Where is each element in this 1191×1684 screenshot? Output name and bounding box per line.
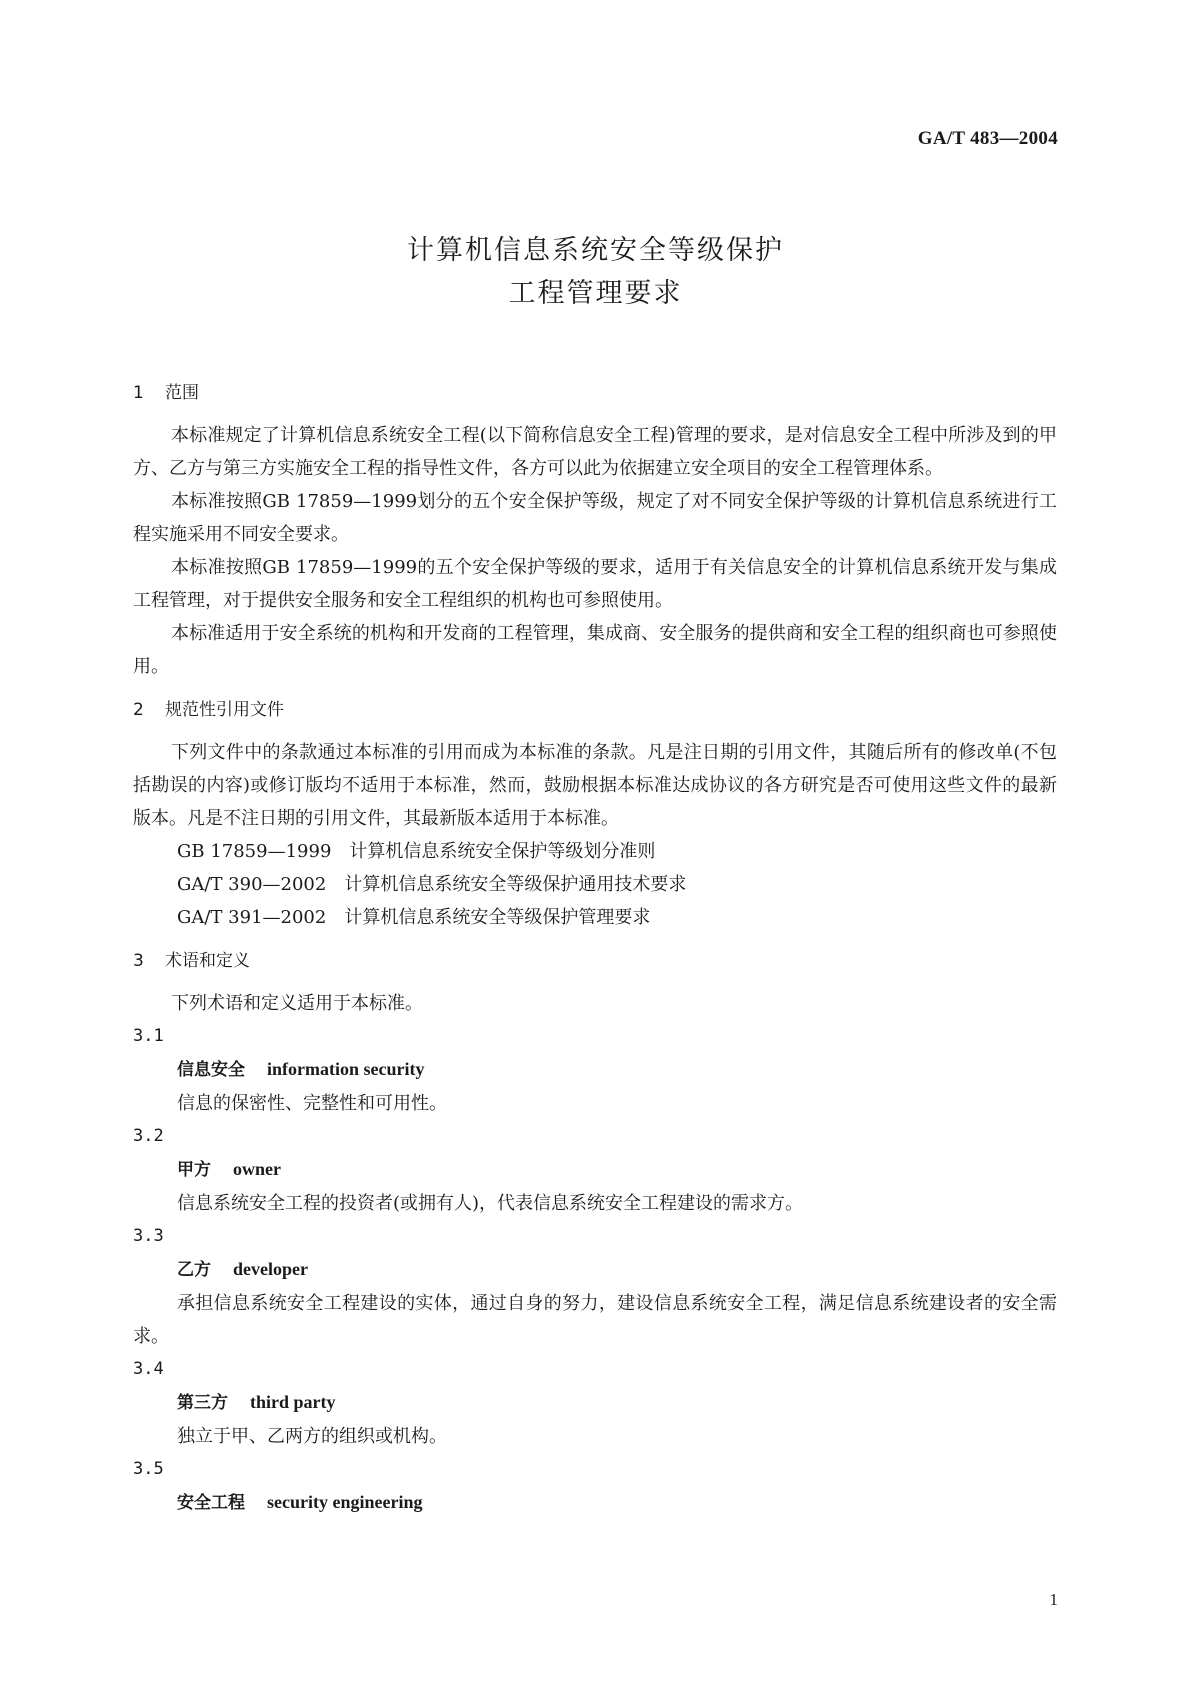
term-number: 3.5	[133, 1459, 164, 1479]
term-en: third party	[250, 1392, 336, 1412]
term-en: information security	[267, 1059, 425, 1079]
section-heading-terms-definitions	[133, 945, 1057, 978]
term-name	[133, 1053, 1057, 1087]
paragraph: 本标准按照GB 17859—1999的五个安全保护等级的要求，适用于有关信息安全的计算机信息系统开发与集成工程管理，对于提供安全服务和安全工程组织的机构也可参照使用。	[133, 557, 1057, 611]
term-definition: 信息系统安全工程的投资者(或拥有人)，代表信息系统安全工程建设的需求方。	[177, 1193, 804, 1214]
term-en: security engineering	[267, 1492, 423, 1512]
term-zh: 乙方	[177, 1260, 211, 1280]
term-en: owner	[233, 1159, 281, 1179]
reference-code: GA/T 391—2002	[177, 907, 327, 928]
term-zh: 甲方	[177, 1160, 211, 1180]
reference-item	[133, 868, 1057, 901]
term-name	[133, 1386, 1057, 1420]
term-en: developer	[233, 1259, 308, 1279]
section-number: 1	[133, 383, 144, 403]
title-line-2: 工程管理要求	[508, 278, 683, 309]
section-heading-scope	[133, 377, 1057, 410]
section-title: 术语和定义	[165, 951, 250, 971]
section-title: 规范性引用文件	[165, 700, 284, 720]
paragraph: 本标准规定了计算机信息系统安全工程(以下简称信息安全工程)管理的要求，是对信息安全工程中所涉及到的甲方、乙方与第三方实施安全工程的指导性文件，各方可以此为依据建立安全项目的安全工程管理体系。	[133, 425, 1057, 479]
term-definition: 承担信息系统安全工程建设的实体，通过自身的努力，建设信息系统安全工程，满足信息系统建设者的安全需求。	[133, 1293, 1057, 1347]
term-definition: 信息的保密性、完整性和可用性。	[177, 1093, 447, 1114]
paragraph: 本标准适用于安全系统的机构和开发商的工程管理，集成商、安全服务的提供商和安全工程的组织商也可参照使用。	[133, 623, 1057, 677]
term-zh: 信息安全	[177, 1060, 245, 1080]
reference-item	[133, 901, 1057, 934]
section-number: 3	[133, 951, 144, 971]
reference-title: 计算机信息系统安全等级保护通用技术要求	[344, 874, 687, 895]
term-name	[133, 1153, 1057, 1187]
paragraph: 下列文件中的条款通过本标准的引用而成为本标准的条款。凡是注日期的引用文件，其随后所有的修改单(不包括勘误的内容)或修订版均不适用于本标准，然而，鼓励根据本标准达成协议的各方研究是否可使用这些文件的最新版本。凡是不注日期的引用文件，其最新版本适用于本标准。	[133, 742, 1057, 829]
term-number: 3.2	[133, 1126, 164, 1146]
standard-code: GA/T 483—2004	[917, 128, 1058, 149]
section-number: 2	[133, 700, 144, 720]
term-definition: 独立于甲、乙两方的组织或机构。	[177, 1426, 447, 1447]
term-name	[133, 1486, 1057, 1520]
paragraph: 本标准按照GB 17859—1999划分的五个安全保护等级，规定了对不同安全保护等级的计算机信息系统进行工程实施采用不同安全要求。	[133, 491, 1057, 545]
document-body	[133, 377, 1057, 1520]
term-number: 3.4	[133, 1359, 164, 1379]
term-zh: 第三方	[177, 1393, 228, 1413]
term-number: 3.3	[133, 1226, 164, 1246]
paragraph: 下列术语和定义适用于本标准。	[171, 993, 423, 1014]
reference-title: 计算机信息系统安全保护等级划分准则	[349, 841, 656, 862]
section-title: 范围	[165, 383, 199, 403]
term-number: 3.1	[133, 1026, 164, 1046]
term-name	[133, 1253, 1057, 1287]
title-line-1: 计算机信息系统安全等级保护	[407, 235, 784, 266]
term-zh: 安全工程	[177, 1493, 245, 1513]
page-number: 1	[1049, 1590, 1058, 1609]
reference-code: GA/T 390—2002	[177, 874, 327, 895]
reference-item	[133, 835, 1057, 868]
reference-title: 计算机信息系统安全等级保护管理要求	[344, 907, 651, 928]
reference-code: GB 17859—1999	[177, 841, 332, 862]
document-title	[0, 229, 1191, 315]
section-heading-normative-references	[133, 694, 1057, 727]
